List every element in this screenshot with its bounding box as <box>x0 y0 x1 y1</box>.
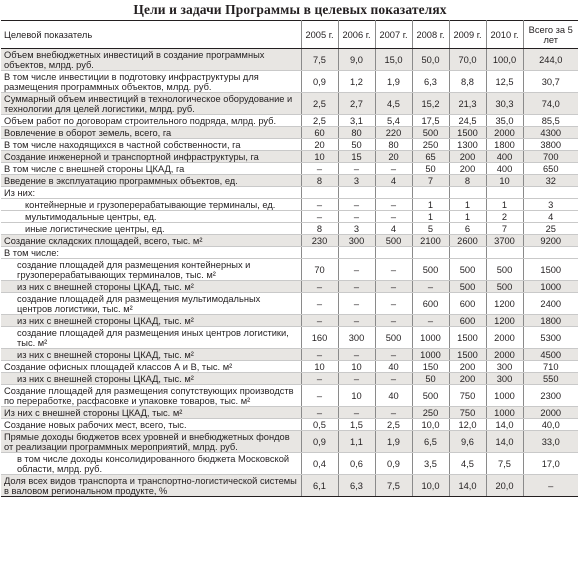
table-row <box>1 349 578 361</box>
cell-year-value: 15,2 <box>412 93 449 115</box>
cell-year-value: 20 <box>375 151 412 163</box>
cell-year-value <box>486 247 523 259</box>
cell-year-value: 6 <box>449 223 486 235</box>
cell-year-value: 400 <box>486 151 523 163</box>
table-row <box>1 281 578 293</box>
cell-year-value: 300 <box>338 327 375 349</box>
cell-year-value: 500 <box>412 127 449 139</box>
row-label: Создание площадей для размещения сопутствующих производств по переработке, расфасовке и упаковке товаров, тыс. м² <box>1 385 301 407</box>
cell-year-value: 5 <box>412 223 449 235</box>
cell-total: 700 <box>523 151 578 163</box>
cell-year-value: 1500 <box>449 127 486 139</box>
row-label: из них с внешней стороны ЦКАД, тыс. м² <box>1 281 301 293</box>
cell-year-value: 1000 <box>486 407 523 419</box>
cell-year-value: 8 <box>449 175 486 187</box>
cell-year-value: 8 <box>301 175 338 187</box>
column-header-year: 2006 г. <box>338 21 375 49</box>
cell-year-value: 0,4 <box>301 453 338 475</box>
cell-year-value: 1,9 <box>375 431 412 453</box>
row-label: Суммарный объем инвестиций в технологическое оборудование и технологии для целей логистики, млрд. руб. <box>1 93 301 115</box>
cell-year-value: 7 <box>486 223 523 235</box>
cell-year-value: – <box>338 315 375 327</box>
cell-year-value: 10 <box>301 361 338 373</box>
cell-year-value: 80 <box>375 139 412 151</box>
indicators-table <box>1 20 578 497</box>
cell-year-value: – <box>301 281 338 293</box>
column-header-year: 2010 г. <box>486 21 523 49</box>
cell-year-value <box>412 247 449 259</box>
cell-year-value: 80 <box>338 127 375 139</box>
row-label: Объем работ по договорам строительного подряда, млрд. руб. <box>1 115 301 127</box>
cell-year-value: 24,5 <box>449 115 486 127</box>
cell-year-value: 5,4 <box>375 115 412 127</box>
cell-year-value: – <box>301 199 338 211</box>
cell-year-value: 1 <box>449 211 486 223</box>
cell-year-value: – <box>301 385 338 407</box>
column-header-total: Всего за 5 лет <box>523 21 578 49</box>
cell-year-value: – <box>375 211 412 223</box>
cell-year-value: 2 <box>486 211 523 223</box>
cell-year-value: 10 <box>301 151 338 163</box>
table-row <box>1 187 578 199</box>
table-row <box>1 49 578 71</box>
cell-total: 5300 <box>523 327 578 349</box>
cell-year-value: 8,8 <box>449 71 486 93</box>
cell-total: 17,0 <box>523 453 578 475</box>
cell-year-value <box>301 187 338 199</box>
cell-year-value: 1000 <box>486 385 523 407</box>
cell-year-value: – <box>301 373 338 385</box>
cell-year-value: 10,0 <box>412 475 449 497</box>
cell-year-value: 2,5 <box>375 419 412 431</box>
cell-year-value: 4 <box>375 175 412 187</box>
cell-year-value: 2000 <box>486 327 523 349</box>
table-row <box>1 361 578 373</box>
row-label: В том числе с внешней стороны ЦКАД, га <box>1 163 301 175</box>
cell-year-value: 0,5 <box>301 419 338 431</box>
cell-year-value: 6,5 <box>412 431 449 453</box>
cell-year-value: 70,0 <box>449 49 486 71</box>
cell-year-value: 500 <box>375 327 412 349</box>
cell-year-value: 1000 <box>412 327 449 349</box>
row-label: из них с внешней стороны ЦКАД, тыс. м² <box>1 315 301 327</box>
cell-year-value: 1200 <box>486 293 523 315</box>
cell-year-value: – <box>375 373 412 385</box>
cell-year-value: – <box>375 259 412 281</box>
page-title: Цели и задачи Программы в целевых показателях <box>133 2 447 17</box>
cell-year-value: 200 <box>449 151 486 163</box>
cell-total: 710 <box>523 361 578 373</box>
cell-year-value: – <box>338 407 375 419</box>
cell-year-value: 6,3 <box>338 475 375 497</box>
cell-year-value: 600 <box>449 293 486 315</box>
cell-year-value: 1200 <box>486 315 523 327</box>
cell-year-value: 1,5 <box>338 419 375 431</box>
table-row <box>1 431 578 453</box>
row-label: создание площадей для размещения иных центров логистики, тыс. м² <box>1 327 301 349</box>
cell-total: 2300 <box>523 385 578 407</box>
cell-year-value <box>301 247 338 259</box>
table-row <box>1 385 578 407</box>
cell-year-value: 7,5 <box>486 453 523 475</box>
cell-year-value: 2,5 <box>301 93 338 115</box>
row-label: Объем внебюджетных инвестиций в создание программных объектов, млрд. руб. <box>1 49 301 71</box>
row-label: Создание инженерной и транспортной инфраструктуры, га <box>1 151 301 163</box>
cell-year-value: 3 <box>338 223 375 235</box>
cell-year-value: 3700 <box>486 235 523 247</box>
table-row <box>1 211 578 223</box>
cell-year-value: 6,3 <box>412 71 449 93</box>
cell-year-value: 40 <box>375 385 412 407</box>
cell-year-value: 10,0 <box>412 419 449 431</box>
cell-year-value: 2600 <box>449 235 486 247</box>
cell-year-value: – <box>375 349 412 361</box>
table-row <box>1 247 578 259</box>
cell-year-value: – <box>338 293 375 315</box>
cell-total: 32 <box>523 175 578 187</box>
cell-year-value: 220 <box>375 127 412 139</box>
cell-total: 9200 <box>523 235 578 247</box>
cell-year-value: 3,1 <box>338 115 375 127</box>
table-row <box>1 407 578 419</box>
cell-year-value: 300 <box>486 361 523 373</box>
cell-year-value: 1000 <box>412 349 449 361</box>
table-row <box>1 199 578 211</box>
cell-year-value: 6,1 <box>301 475 338 497</box>
cell-total: 244,0 <box>523 49 578 71</box>
row-label: Вовлечение в оборот земель, всего, га <box>1 127 301 139</box>
cell-total: 33,0 <box>523 431 578 453</box>
cell-year-value: – <box>301 163 338 175</box>
cell-total: 4500 <box>523 349 578 361</box>
table-row <box>1 453 578 475</box>
table-row <box>1 419 578 431</box>
cell-year-value: 300 <box>486 373 523 385</box>
cell-year-value: – <box>375 407 412 419</box>
column-header-year: 2008 г. <box>412 21 449 49</box>
cell-year-value: – <box>375 315 412 327</box>
cell-year-value: 500 <box>486 259 523 281</box>
cell-year-value: 500 <box>412 259 449 281</box>
table-row <box>1 93 578 115</box>
cell-year-value: 3,5 <box>412 453 449 475</box>
table-row <box>1 315 578 327</box>
cell-year-value: 0,9 <box>301 71 338 93</box>
row-label: мультимодальные центры, ед. <box>1 211 301 223</box>
cell-year-value: 70 <box>301 259 338 281</box>
row-label: создание площадей для размещения контейнерных и грузоперерабатывающих терминалов, тыс. м² <box>1 259 301 281</box>
cell-year-value: 3 <box>338 175 375 187</box>
row-label: Прямые доходы бюджетов всех уровней и внебюджетных фондов от реализации программных мероприятий, млрд. руб. <box>1 431 301 453</box>
cell-year-value: 4,5 <box>375 93 412 115</box>
cell-year-value: 50 <box>412 373 449 385</box>
cell-year-value: 200 <box>449 373 486 385</box>
cell-year-value: 600 <box>449 315 486 327</box>
cell-year-value <box>338 187 375 199</box>
row-label: иные логистические центры, ед. <box>1 223 301 235</box>
cell-total: 4300 <box>523 127 578 139</box>
table-row <box>1 127 578 139</box>
cell-total: 1000 <box>523 281 578 293</box>
row-label: В том числе инвестиции в подготовку инфраструктуры для размещения программных объектов, млрд. руб. <box>1 71 301 93</box>
column-header-indicator: Целевой показатель <box>1 21 301 49</box>
cell-year-value: 20,0 <box>486 475 523 497</box>
cell-year-value <box>375 187 412 199</box>
table-row <box>1 327 578 349</box>
row-label: из них с внешней стороны ЦКАД, тыс. м² <box>1 349 301 361</box>
table-row <box>1 373 578 385</box>
cell-year-value: 1 <box>486 199 523 211</box>
cell-year-value: 0,9 <box>301 431 338 453</box>
cell-year-value: – <box>375 293 412 315</box>
cell-year-value <box>449 247 486 259</box>
cell-total: – <box>523 475 578 497</box>
table-row <box>1 223 578 235</box>
cell-year-value: – <box>375 163 412 175</box>
cell-year-value: 500 <box>375 235 412 247</box>
cell-year-value: 15,0 <box>375 49 412 71</box>
cell-year-value: 250 <box>412 139 449 151</box>
row-label: Доля всех видов транспорта и транспортно-логистической системы в валовом региональном продукте, % <box>1 475 301 497</box>
table-row <box>1 475 578 497</box>
cell-year-value: 12,5 <box>486 71 523 93</box>
table-row <box>1 139 578 151</box>
cell-year-value: 250 <box>412 407 449 419</box>
row-label: в том числе доходы консолидированного бюджета Московской области, млрд. руб. <box>1 453 301 475</box>
cell-year-value: 2,5 <box>301 115 338 127</box>
cell-year-value <box>375 247 412 259</box>
cell-year-value: 40 <box>375 361 412 373</box>
cell-year-value: – <box>338 281 375 293</box>
cell-year-value: 200 <box>449 163 486 175</box>
cell-year-value: 1,2 <box>338 71 375 93</box>
cell-total: 40,0 <box>523 419 578 431</box>
cell-year-value: 14,0 <box>449 475 486 497</box>
cell-year-value: 60 <box>301 127 338 139</box>
cell-year-value: 230 <box>301 235 338 247</box>
cell-total: 25 <box>523 223 578 235</box>
cell-total: 74,0 <box>523 93 578 115</box>
cell-year-value: 1 <box>412 199 449 211</box>
cell-year-value: 0,9 <box>375 453 412 475</box>
cell-year-value: – <box>412 315 449 327</box>
cell-year-value: 1800 <box>486 139 523 151</box>
cell-year-value: 12,0 <box>449 419 486 431</box>
cell-year-value: 500 <box>449 259 486 281</box>
row-label: Из них: <box>1 187 301 199</box>
cell-year-value: 600 <box>412 293 449 315</box>
row-label: В том числе: <box>1 247 301 259</box>
cell-year-value: – <box>301 349 338 361</box>
cell-total: 2000 <box>523 407 578 419</box>
cell-year-value: 7,5 <box>301 49 338 71</box>
cell-year-value: 2100 <box>412 235 449 247</box>
cell-year-value: 9,0 <box>338 49 375 71</box>
table-header-row <box>1 21 578 49</box>
column-header-year: 2009 г. <box>449 21 486 49</box>
cell-year-value: 1500 <box>449 349 486 361</box>
cell-year-value: – <box>338 259 375 281</box>
cell-year-value: 2000 <box>486 349 523 361</box>
row-label: В том числе находящихся в частной собственности, га <box>1 139 301 151</box>
cell-year-value: 20 <box>301 139 338 151</box>
cell-year-value: – <box>301 315 338 327</box>
cell-year-value <box>449 187 486 199</box>
cell-year-value: 21,3 <box>449 93 486 115</box>
cell-year-value: 4,5 <box>449 453 486 475</box>
cell-year-value: 1 <box>449 199 486 211</box>
cell-year-value: 50,0 <box>412 49 449 71</box>
cell-year-value <box>338 247 375 259</box>
cell-year-value: 7,5 <box>375 475 412 497</box>
cell-year-value: – <box>338 349 375 361</box>
cell-year-value: 500 <box>486 281 523 293</box>
cell-year-value: 15 <box>338 151 375 163</box>
cell-total: 3800 <box>523 139 578 151</box>
table-row <box>1 163 578 175</box>
table-row <box>1 115 578 127</box>
cell-total: 1800 <box>523 315 578 327</box>
table-row <box>1 259 578 281</box>
row-label: создание площадей для размещения мультимодальных центров логистики, тыс. м² <box>1 293 301 315</box>
cell-total: 30,7 <box>523 71 578 93</box>
cell-year-value: 50 <box>412 163 449 175</box>
cell-total: 4 <box>523 211 578 223</box>
table-row <box>1 71 578 93</box>
table-row <box>1 151 578 163</box>
cell-year-value: 17,5 <box>412 115 449 127</box>
table-row <box>1 235 578 247</box>
row-label: контейнерные и грузоперерабатывающие терминалы, ед. <box>1 199 301 211</box>
cell-year-value: 1500 <box>449 327 486 349</box>
row-label: Создание новых рабочих мест, всего, тыс. <box>1 419 301 431</box>
cell-year-value: 1,1 <box>338 431 375 453</box>
cell-year-value: – <box>301 293 338 315</box>
cell-year-value: – <box>412 281 449 293</box>
cell-year-value: 2000 <box>486 127 523 139</box>
column-header-year: 2005 г. <box>301 21 338 49</box>
cell-year-value: – <box>375 199 412 211</box>
row-label: Из них с внешней стороны ЦКАД, тыс. м² <box>1 407 301 419</box>
cell-year-value: 35,0 <box>486 115 523 127</box>
cell-year-value: – <box>301 407 338 419</box>
column-header-year: 2007 г. <box>375 21 412 49</box>
cell-total: 550 <box>523 373 578 385</box>
cell-total: 650 <box>523 163 578 175</box>
cell-year-value: 30,3 <box>486 93 523 115</box>
cell-year-value <box>412 187 449 199</box>
cell-year-value: 10 <box>486 175 523 187</box>
cell-total <box>523 247 578 259</box>
cell-year-value: 400 <box>486 163 523 175</box>
cell-year-value: 4 <box>375 223 412 235</box>
cell-year-value: 7 <box>412 175 449 187</box>
cell-year-value: 1 <box>412 211 449 223</box>
row-label: Создание офисных площадей классов А и В, тыс. м² <box>1 361 301 373</box>
cell-year-value: 8 <box>301 223 338 235</box>
cell-year-value: 160 <box>301 327 338 349</box>
cell-year-value: 500 <box>449 281 486 293</box>
cell-year-value <box>486 187 523 199</box>
cell-year-value: 10 <box>338 361 375 373</box>
cell-year-value: – <box>338 199 375 211</box>
cell-year-value: – <box>338 211 375 223</box>
cell-year-value: – <box>338 373 375 385</box>
cell-year-value: 14,0 <box>486 431 523 453</box>
cell-year-value: 10 <box>338 385 375 407</box>
cell-year-value: 300 <box>338 235 375 247</box>
row-label: Создание складских площадей, всего, тыс. м² <box>1 235 301 247</box>
table-body <box>1 49 578 497</box>
row-label: Введение в эксплуатацию программных объектов, ед. <box>1 175 301 187</box>
cell-year-value: 50 <box>338 139 375 151</box>
cell-total: 3 <box>523 199 578 211</box>
cell-year-value: 750 <box>449 407 486 419</box>
cell-total: 1500 <box>523 259 578 281</box>
cell-year-value: – <box>338 163 375 175</box>
cell-year-value: – <box>375 281 412 293</box>
cell-year-value: 2,7 <box>338 93 375 115</box>
cell-year-value: 1300 <box>449 139 486 151</box>
cell-year-value: 1,9 <box>375 71 412 93</box>
row-label: из них с внешней стороны ЦКАД, тыс. м² <box>1 373 301 385</box>
cell-total <box>523 187 578 199</box>
cell-year-value: 14,0 <box>486 419 523 431</box>
table-row <box>1 293 578 315</box>
table-row <box>1 175 578 187</box>
cell-year-value: 100,0 <box>486 49 523 71</box>
cell-year-value: 65 <box>412 151 449 163</box>
cell-year-value: – <box>301 211 338 223</box>
cell-year-value: 750 <box>449 385 486 407</box>
cell-year-value: 200 <box>449 361 486 373</box>
cell-total: 2400 <box>523 293 578 315</box>
cell-year-value: 0,6 <box>338 453 375 475</box>
cell-year-value: 9,6 <box>449 431 486 453</box>
cell-year-value: 500 <box>412 385 449 407</box>
cell-year-value: 150 <box>412 361 449 373</box>
cell-total: 85,5 <box>523 115 578 127</box>
